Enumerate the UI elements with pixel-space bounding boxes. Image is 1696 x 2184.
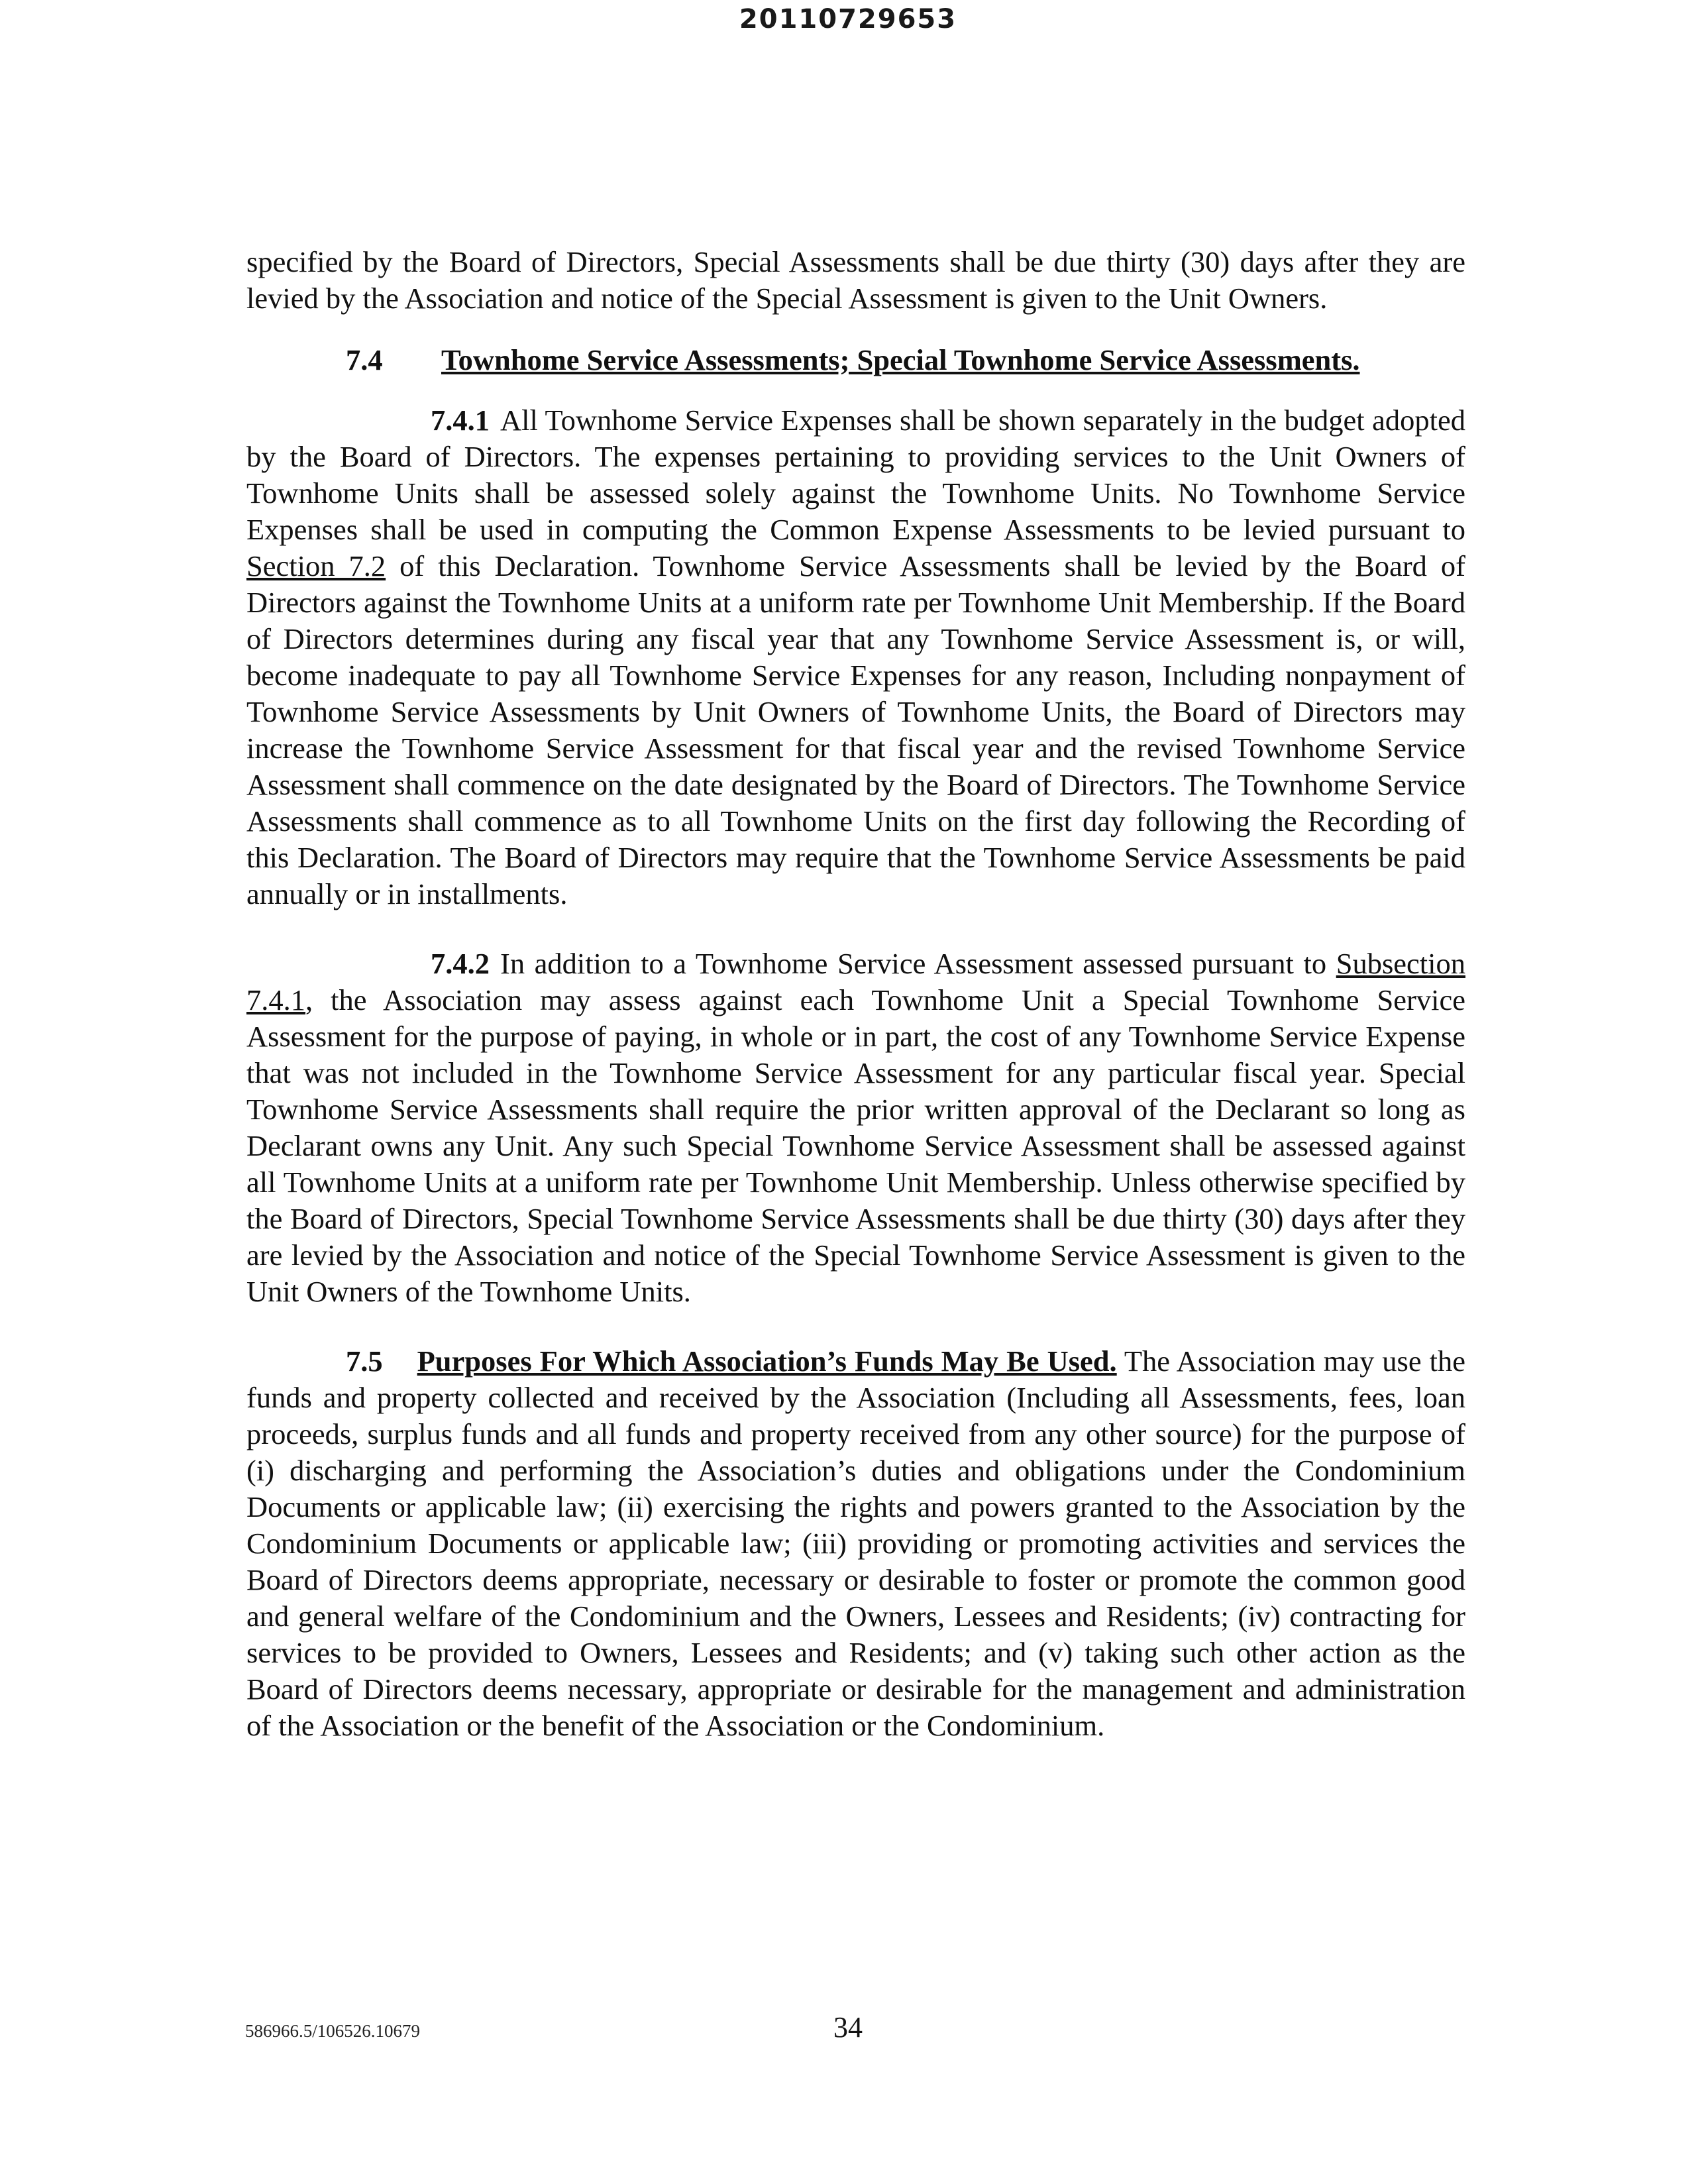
section-7-4-1-paragraph	[246, 402, 1465, 912]
document-number: 20110729653	[739, 4, 957, 34]
document-body	[246, 244, 1465, 1744]
section-7-4-number: 7.4	[346, 343, 383, 376]
section-7-4-2-text-b: , the Association may assess against each Townhome Unit a Special Townhome Service Assessment for the purpose of paying, in whole or in part, the cost of any Townhome Service Expense that was not included in the Townhome Service Assessment for any particular fiscal year. Special Townhome Service Assessments shall require the prior written approval of the Declarant so long as Declarant owns any Unit. Any such Special Townhome Service Assessment shall be assessed against all Townhome Units at a uniform rate per Townhome Unit Membership. Unless otherwise specified by the Board of Directors, Special Townhome Service Assessments shall be due thirty (30) days after they are levied by the Association and notice of the Special Townhome Service Assessment is given to the Unit Owners of the Townhome Units.	[246, 983, 1465, 1308]
section-7-4-1-text-b: of this Declaration. Townhome Service Assessments shall be levied by the Board of Directors against the Townhome Units at a uniform rate per Townhome Unit Membership. If the Board of Directors determines during any fiscal year that any Townhome Service Assessment is, or will, become inadequate to pay all Townhome Service Expenses for any reason, Including nonpayment of Townhome Service Assessments by Unit Owners of Townhome Units, the Board of Directors may increase the Townhome Service Assessment for that fiscal year and the revised Townhome Service Assessment shall commence on the date designated by the Board of Directors. The Townhome Service Assessments shall commence as to all Townhome Units on the first day following the Recording of this Declaration. The Board of Directors may require that the Townhome Service Assessments be paid annually or in installments.	[246, 549, 1465, 910]
section-7-5-paragraph	[246, 1343, 1465, 1744]
section-7-5-title: Purposes For Which Association’s Funds May Be Used.	[417, 1344, 1117, 1378]
section-7-5-text: The Association may use the funds and property collected and received by the Association (Including all Assessments, fees, loan proceeds, surplus funds and all funds and property received from any other source) for the purpose of (i) discharging and performing the Association’s duties and obligations under the Condominium Documents or applicable law; (ii) exercising the rights and powers granted to the Association by the Condominium Documents or applicable law; (iii) providing or promoting activities and services the Board of Directors deems appropriate, necessary or desirable to foster or promote the common good and general welfare of the Condominium and the Owners, Lessees and Residents; (iv) contracting for services to be provided to Owners, Lessees and Residents; and (v) taking such other action as the Board of Directors deems necessary, appropriate or desirable for the management and administration of the Association or the benefit of the Association or the Condominium.	[246, 1344, 1465, 1742]
section-7-4-1-number: 7.4.1	[431, 404, 490, 437]
footer-document-id: 586966.5/106526.10679	[245, 2021, 421, 2041]
section-7-4-heading	[246, 342, 1465, 378]
intro-paragraph: specified by the Board of Directors, Special Assessments shall be due thirty (30) days after they are levied by the Association and notice of the Special Assessment is given to the Unit Owners.	[246, 245, 1465, 315]
section-7-4-2-paragraph	[246, 946, 1465, 1310]
subsection-7-4-1-reference: Subsection 7.4.1	[246, 947, 1465, 1016]
section-7-4-1-text-a: All Townhome Service Expenses shall be shown separately in the budget adopted by the Board of Directors. The expenses pertaining to providing services to the Unit Owners of Townhome Units shall be assessed solely against the Townhome Units. No Townhome Service Expenses shall be used in computing the Common Expense Assessments to be levied pursuant to	[246, 404, 1465, 546]
section-7-4-2-number: 7.4.2	[431, 947, 490, 980]
section-7-4-title: Townhome Service Assessments; Special Townhome Service Assessments.	[441, 343, 1360, 376]
section-7-5-number: 7.5	[346, 1344, 383, 1378]
section-7-2-reference: Section 7.2	[246, 549, 386, 582]
section-7-4-2-text-a: In addition to a Townhome Service Assessment assessed pursuant to	[500, 947, 1327, 980]
page-number: 34	[833, 2011, 863, 2044]
